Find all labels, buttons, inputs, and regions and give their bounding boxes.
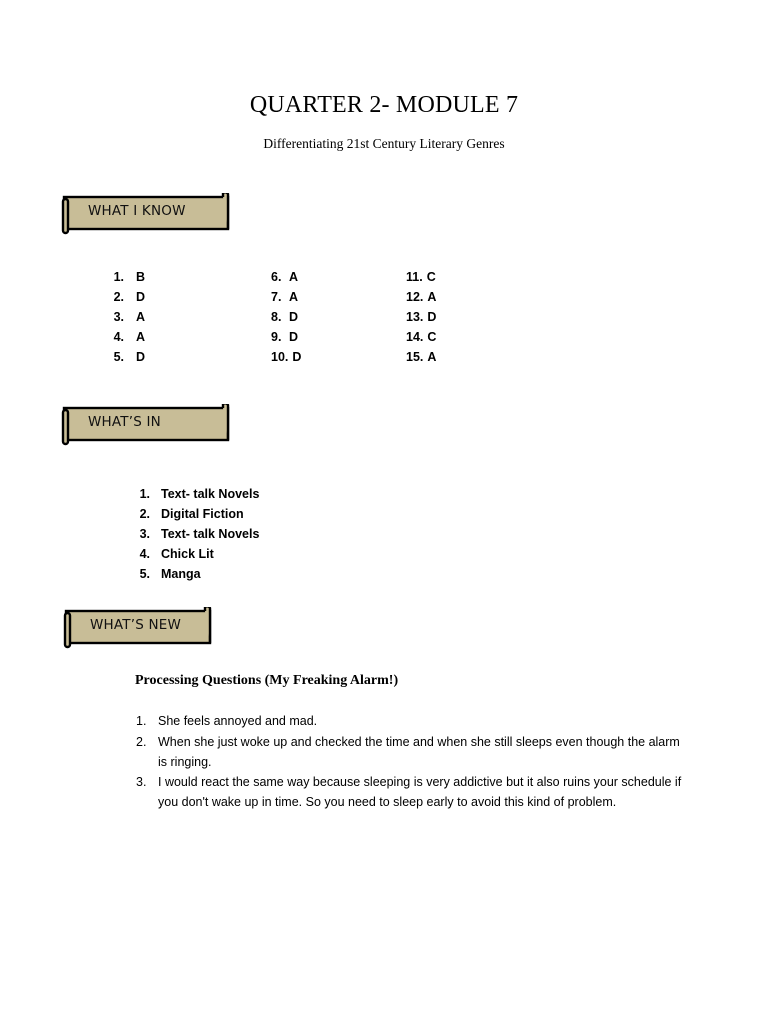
document-subtitle: Differentiating 21st Century Literary Genres — [263, 136, 505, 151]
answer-number: 4. — [113, 330, 124, 344]
answer-letter: A — [289, 290, 299, 304]
list-number: 3. — [136, 775, 147, 789]
answer-item — [110, 350, 145, 364]
what-i-know-banner — [60, 193, 235, 241]
list-number: 1. — [139, 487, 150, 501]
genre-list-item — [138, 547, 214, 561]
answer-letter: D — [136, 350, 146, 364]
answer-number: 10. — [271, 350, 289, 364]
list-number: 1. — [136, 714, 147, 728]
answer-item — [271, 270, 298, 284]
list-number: 4. — [139, 547, 150, 561]
answer-letter: D — [136, 290, 146, 304]
answer-letter: D — [289, 330, 299, 344]
answer-text: When she just woke up and checked the time and when she still sleeps even though the alarm is ringing. — [158, 735, 680, 769]
answer-number: 2. — [113, 290, 124, 304]
answer-item — [406, 330, 436, 344]
answer-letter: A — [289, 270, 299, 284]
list-number: 3. — [139, 527, 150, 541]
answer-number: 8. — [271, 310, 282, 324]
answer-number: 14. — [406, 330, 424, 344]
whats-new-label: WHAT’S NEW — [90, 617, 182, 633]
answer-item — [406, 310, 436, 324]
answer-item — [406, 290, 436, 304]
whats-in-banner — [60, 404, 235, 452]
answer-letter: C — [426, 270, 436, 284]
genre-list-item — [138, 527, 259, 541]
answer-number: 3. — [113, 310, 124, 324]
list-number: 2. — [136, 735, 147, 749]
processing-questions-heading: Processing Questions (My Freaking Alarm!) — [135, 673, 399, 688]
genre-name: Chick Lit — [161, 547, 214, 561]
answer-letter: A — [427, 350, 437, 364]
answer-letter: D — [427, 310, 437, 324]
answer-letter: A — [136, 330, 146, 344]
answer-item — [271, 350, 301, 364]
answer-number: 9. — [271, 330, 282, 344]
answer-item — [110, 270, 145, 284]
genre-name: Text- talk Novels — [161, 527, 260, 541]
answer-number: 5. — [113, 350, 124, 364]
answer-item — [271, 330, 298, 344]
answer-item — [406, 270, 436, 284]
answer-item — [271, 290, 298, 304]
answer-number: 6. — [271, 270, 282, 284]
genre-list-item — [138, 507, 244, 521]
genre-list-item — [138, 567, 201, 581]
genre-name: Digital Fiction — [161, 507, 244, 521]
answer-number: 15. — [406, 350, 424, 364]
genre-list-item — [138, 487, 259, 501]
genre-name: Text- talk Novels — [161, 487, 260, 501]
answer-letter: D — [289, 310, 299, 324]
whats-new-banner — [62, 607, 237, 655]
answer-letter: C — [427, 330, 437, 344]
answer-number: 12. — [406, 290, 424, 304]
answer-number: 7. — [271, 290, 282, 304]
answer-number: 1. — [113, 270, 124, 284]
answer-letter: B — [136, 270, 146, 284]
answer-letter: D — [292, 350, 302, 364]
document-title: QUARTER 2- MODULE 7 — [249, 92, 519, 118]
answer-item — [110, 290, 145, 304]
answer-item — [110, 310, 145, 324]
answer-item — [110, 330, 145, 344]
answer-item — [271, 310, 298, 324]
what-i-know-label: WHAT I KNOW — [88, 203, 186, 219]
answer-item — [406, 350, 436, 364]
answer-letter: A — [427, 290, 437, 304]
answer-text: She feels annoyed and mad. — [158, 714, 318, 728]
list-number: 5. — [139, 567, 150, 581]
answer-letter: A — [136, 310, 146, 324]
answer-text: I would react the same way because sleeping is very addictive but it also ruins your schedule if you don't wake up in time. So you need to sleep early to avoid this kind of problem. — [158, 775, 682, 809]
answer-number: 11. — [406, 270, 423, 284]
list-number: 2. — [139, 507, 150, 521]
genre-name: Manga — [161, 567, 201, 581]
answer-number: 13. — [406, 310, 424, 324]
whats-in-label: WHAT’S IN — [88, 414, 161, 430]
